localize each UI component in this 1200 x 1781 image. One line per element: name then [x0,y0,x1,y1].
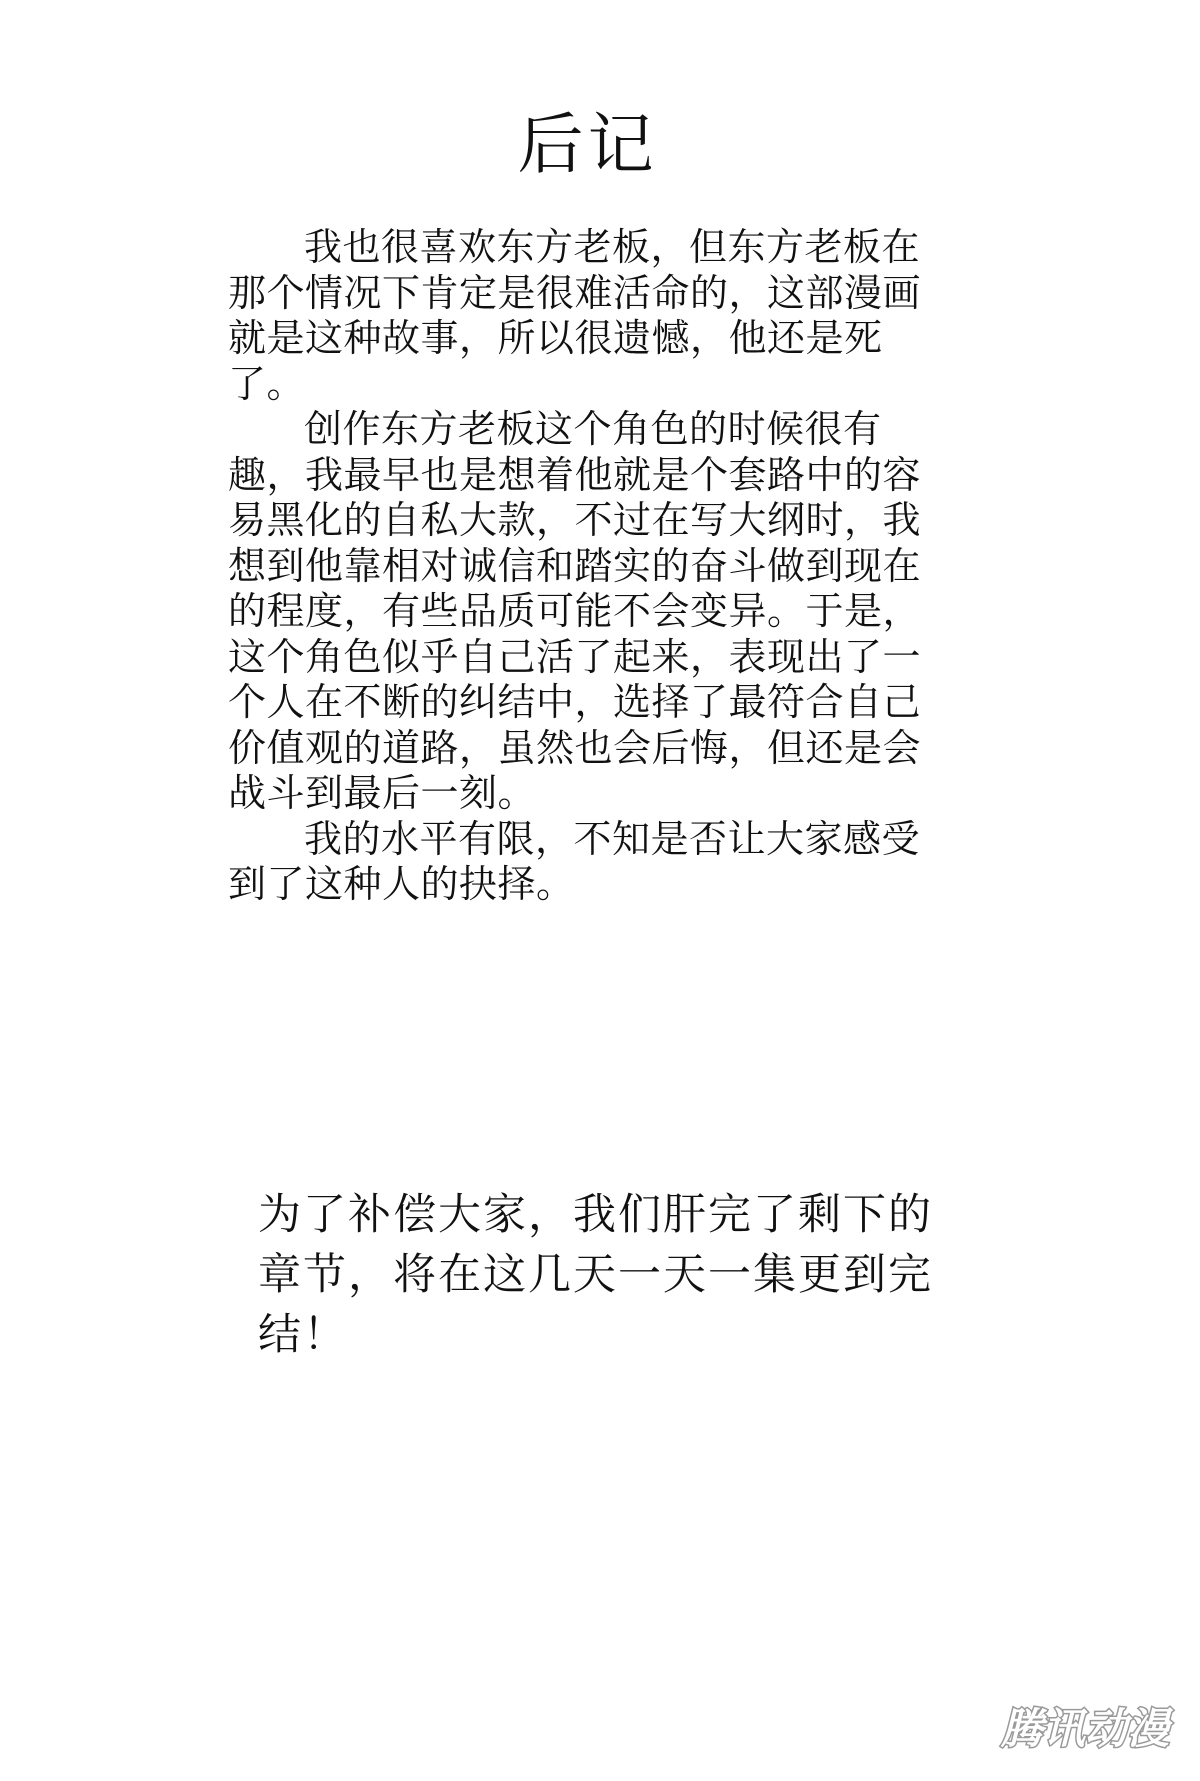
page-title: 后记 [517,106,658,183]
afterword-paragraph: 创作东方老板这个角色的时候很有趣，我最早也是想着他就是个套路中的容易黑化的自私大款，不过在写大纲时，我想到他靠相对诚信和踏实的奋斗做到现在的程度，有些品质可能不会变异。于是，这个角色似乎自己活了起来，表现出了一个人在不断的纠结中，选择了最符合自己价值观的道路，虽然也会后悔，但还是会战斗到最后一刻。 [228,407,922,815]
update-announcement: 为了补偿大家，我们肝完了剩下的章节，将在这几天一天一集更到完结！ [258,1190,933,1360]
watermark-text: 腾讯动漫 [1000,1704,1170,1753]
watermark-logo-graphic [990,1701,1180,1753]
afterword-paragraph: 我也很喜欢东方老板，但东方老板在那个情况下肯定是很难活命的，这部漫画就是这种故事，所以很遗憾，他还是死了。 [228,225,922,406]
afterword-paragraph: 我的水平有限，不知是否让大家感受到了这种人的抉择。 [228,816,921,906]
afterword-body [228,225,958,908]
tencent-comic-watermark-logo [990,1701,1180,1753]
